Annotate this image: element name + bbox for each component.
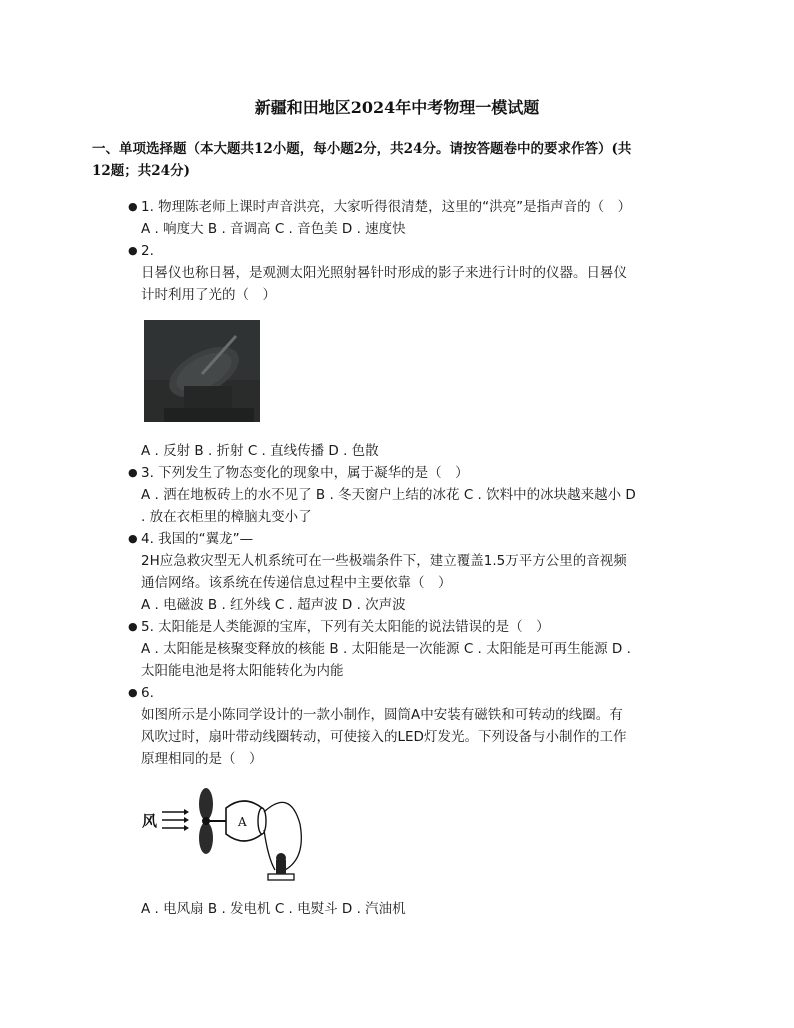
- question-6-options-block: [141, 898, 707, 920]
- question-4-stem-line-2: 2H应急救灾型无人机系统可在一些极端条件下，建立覆盖1.5万平方公里的音视频: [141, 553, 627, 569]
- wind-generator-figure: [140, 788, 310, 888]
- question-5-options-line-1: A . 太阳能是核聚变释放的核能 B . 太阳能是一次能源 C . 太阳能是可再生能源 D .: [141, 641, 631, 657]
- question-1: [141, 196, 707, 240]
- question-1-stem: 1. 物理陈老师上课时声音洪亮，大家听得很清楚，这里的“洪亮”是指声音的（ ）: [141, 199, 632, 215]
- question-3-stem: 3. 下列发生了物态变化的现象中，属于凝华的是（ ）: [141, 465, 469, 481]
- question-4-stem-line-1: 4. 我国的“翼龙”—: [141, 531, 254, 547]
- wire-icon: [264, 830, 275, 870]
- question-6-stem-line-1: 如图所示是小陈同学设计的一款小制作，圆筒A中安装有磁铁和可转动的线圈。有: [141, 707, 623, 723]
- question-2-stem-line-1: 日晷仪也称日晷，是观测太阳光照射晷针时形成的影子来进行计时的仪器。日晷仪: [141, 265, 627, 281]
- question-2-number: 2.: [141, 243, 154, 259]
- sundial-illustration: [144, 320, 260, 422]
- question-2-stem-line-2: 计时利用了光的（ ）: [141, 287, 276, 303]
- question-6-stem-line-2: 风吹过时，扇叶带动线圈转动，可使接入的LED灯发光。下列设备与小制作的工作: [141, 729, 627, 745]
- bullet-icon: ●: [128, 532, 138, 545]
- bullet-icon: ●: [128, 620, 138, 633]
- question-2-options-block: [141, 440, 707, 462]
- question-3: [141, 462, 707, 528]
- question-3-options-line-2: . 放在衣柜里的樟脑丸变小了: [141, 509, 312, 525]
- question-6-number: 6.: [141, 685, 154, 701]
- section-heading-line-1: 一、单项选择题（本大题共12小题，每小题2分，共24分。请按答题卷中的要求作答）(共: [92, 141, 632, 157]
- bullet-icon: ●: [128, 244, 138, 257]
- question-6-stem-line-3: 原理相同的是（ ）: [141, 751, 263, 767]
- question-5-stem: 5. 太阳能是人类能源的宝库，下列有关太阳能的说法错误的是（ ）: [141, 619, 550, 635]
- wind-generator-diagram: [140, 788, 310, 888]
- fan-blade-icon: [199, 788, 226, 854]
- sundial-photo: [144, 320, 260, 422]
- bullet-icon: ●: [128, 686, 138, 699]
- question-4: [141, 528, 707, 616]
- question-2: [141, 240, 707, 306]
- question-4-stem-line-3: 通信网络。该系统在传递信息过程中主要依靠（ ）: [141, 575, 452, 591]
- question-4-options: A . 电磁波 B . 红外线 C . 超声波 D . 次声波: [141, 597, 406, 613]
- wind-arrows-icon: [162, 809, 189, 831]
- wind-label: 风: [142, 812, 158, 830]
- section-heading: [92, 138, 704, 182]
- question-3-options-line-1: A . 洒在地板砖上的水不见了 B . 冬天窗户上结的冰花 C . 饮料中的冰块越来越小 D: [141, 487, 636, 503]
- question-5-options-line-2: 太阳能电池是将太阳能转化为内能: [141, 663, 344, 679]
- question-2-options: A . 反射 B . 折射 C . 直线传播 D . 色散: [141, 443, 379, 459]
- section-heading-line-2: 12题；共24分): [92, 163, 190, 179]
- question-5: [141, 616, 707, 682]
- question-6: [141, 682, 707, 770]
- cylinder-label: A: [238, 815, 247, 829]
- bullet-icon: ●: [128, 466, 138, 479]
- question-1-options: A . 响度大 B . 音调高 C . 音色美 D . 速度快: [141, 221, 406, 237]
- bullet-icon: ●: [128, 200, 138, 213]
- question-6-options: A . 电风扇 B . 发电机 C . 电熨斗 D . 汽油机: [141, 901, 406, 917]
- page-title: 新疆和田地区2024年中考物理一模试题: [254, 98, 540, 117]
